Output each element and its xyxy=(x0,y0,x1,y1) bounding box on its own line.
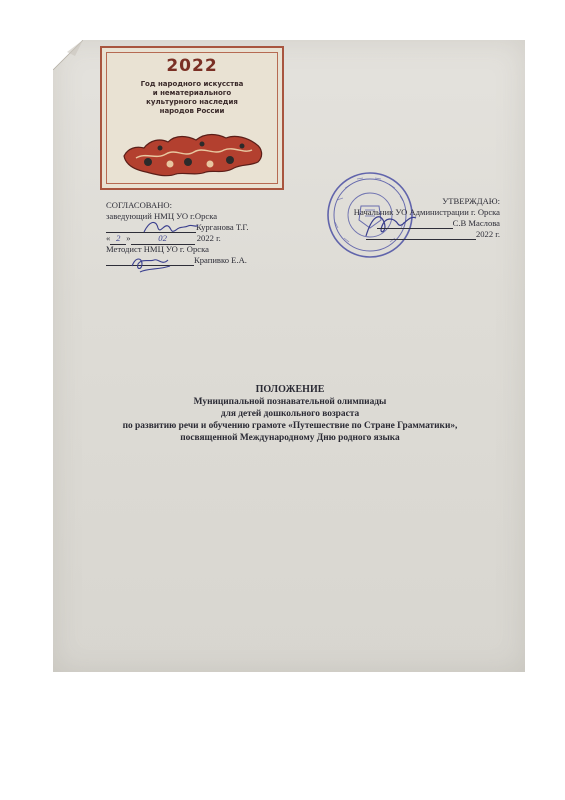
title-line: для детей дошкольного возраста xyxy=(220,409,360,419)
approved-heading: УТВЕРЖДАЮ: xyxy=(442,196,500,206)
title-line: Муниципальной познавательной олимпиады xyxy=(193,397,387,407)
logo-line: и нематериального xyxy=(152,89,232,97)
agreed-date-line xyxy=(106,233,296,244)
agreed-position-1: заведующий НМЦ УО г.Орска xyxy=(106,211,218,221)
date-month: 02 xyxy=(131,233,195,245)
signature-line-1 xyxy=(106,222,296,233)
approved-position: Начальник УО Администрации г. Орска xyxy=(353,207,500,217)
approved-block xyxy=(330,196,500,240)
title-line: по развитию речи и обучению грамоте «Путешествие по Стране Грамматики», xyxy=(122,421,458,431)
date-open-quote: « xyxy=(106,233,111,243)
agreed-signer-2: Крапивко Е.А. xyxy=(194,255,247,265)
logo-caption xyxy=(116,80,268,116)
logo-line: культурного наследия xyxy=(146,98,238,106)
year-logo xyxy=(100,46,284,190)
logo-year: 2022 xyxy=(166,56,218,76)
date-close-quote: » xyxy=(126,233,131,243)
approved-signer: С.В Маслова xyxy=(452,218,500,228)
agreed-signer-1: Курганова Т.Г. xyxy=(196,222,249,232)
russia-map-ornament-icon xyxy=(118,126,266,182)
handwritten-signature-1 xyxy=(140,216,200,238)
date-day: 2 xyxy=(110,233,126,245)
document-title-block xyxy=(60,384,520,444)
logo-line: народов России xyxy=(159,107,225,115)
page-title: ПОЛОЖЕНИЕ xyxy=(255,384,325,395)
approved-date-line xyxy=(330,229,500,240)
agreed-position-2: Методист НМЦ УО г. Орска xyxy=(106,244,209,254)
title-line: посвященной Международному Дню родного языка xyxy=(180,433,400,443)
folded-corner xyxy=(53,40,83,70)
agreed-heading: СОГЛАСОВАНО: xyxy=(106,200,173,210)
handwritten-signature-2 xyxy=(128,252,174,274)
approved-date-year: 2022 г. xyxy=(475,229,500,239)
date-year: 2022 г. xyxy=(196,233,221,243)
approved-signature-line xyxy=(330,218,500,229)
logo-line: Год народного искусства xyxy=(140,80,244,88)
